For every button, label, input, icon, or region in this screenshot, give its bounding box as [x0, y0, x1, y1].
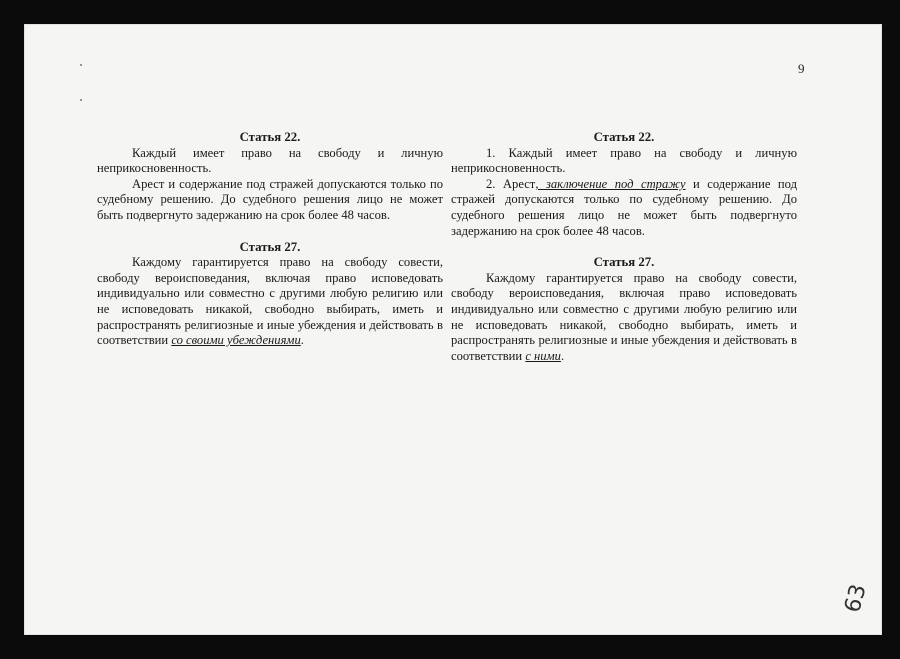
article-22-p2-start: 2. Арест	[486, 176, 536, 191]
article-27-text-revised: Каждому гарантируется право на свободу совести, свободу вероисповедания, включая право исповедовать индивидуально или совместно с другими любую религию или не исповедовать никакой, свободно выбирать, иметь и распространять религиозные и иные убеждения и действовать в соответствии	[451, 270, 797, 363]
article-22-p2-end: и содержание под стражей допускаются только по судебному решению. До судебного решения лицо не может быть подвергнуто задержанию на срок более 48 часов.	[451, 176, 797, 238]
right-column	[451, 130, 797, 364]
article-22-paragraph-1: Каждый имеет право на свободу и личную неприкосновенность.	[97, 145, 443, 176]
scan-speck	[80, 64, 82, 66]
article-22-p2-emphasis: , заключение под стражу	[535, 176, 686, 191]
article-22-heading: Статья 22.	[239, 130, 301, 144]
article-27-end-revised: .	[560, 348, 565, 363]
scan-speck	[80, 99, 82, 101]
article-27-text: Каждому гарантируется право на свободу совести, свободу вероисповедания, включая право исповедовать индивидуально или совместно с другими любую религию или не исповедовать никакой, свободно выбирать, иметь и распространять религиозные и иные убеждения и действовать в соответствии	[97, 255, 443, 348]
article-27-paragraph-revised	[451, 271, 797, 365]
handwritten-page-mark: 63	[840, 581, 872, 616]
left-column	[97, 130, 443, 349]
article-22-paragraph-1-revised: 1. Каждый имеет право на свободу и личную неприкосновенность.	[451, 145, 797, 176]
article-27-emphasis-revised: с ними	[525, 348, 561, 363]
article-27-end: .	[300, 333, 304, 348]
article-22-paragraph-2-revised	[451, 177, 797, 239]
article-22-paragraph-2: Арест и содержание под стражей допускаются только по судебному решению. До судебного решения лицо не может быть подвергнуто задержанию на срок более 48 часов.	[97, 176, 443, 222]
article-27-heading: Статья 27.	[239, 239, 301, 254]
article-27-paragraph	[97, 255, 443, 349]
document-page	[24, 24, 882, 635]
article-22-heading-revised: Статья 22.	[593, 130, 655, 144]
article-27-heading-revised: Статья 27.	[593, 255, 655, 270]
article-27-emphasis: со своими убеждениями	[171, 333, 301, 348]
page-number: 9	[798, 61, 805, 76]
